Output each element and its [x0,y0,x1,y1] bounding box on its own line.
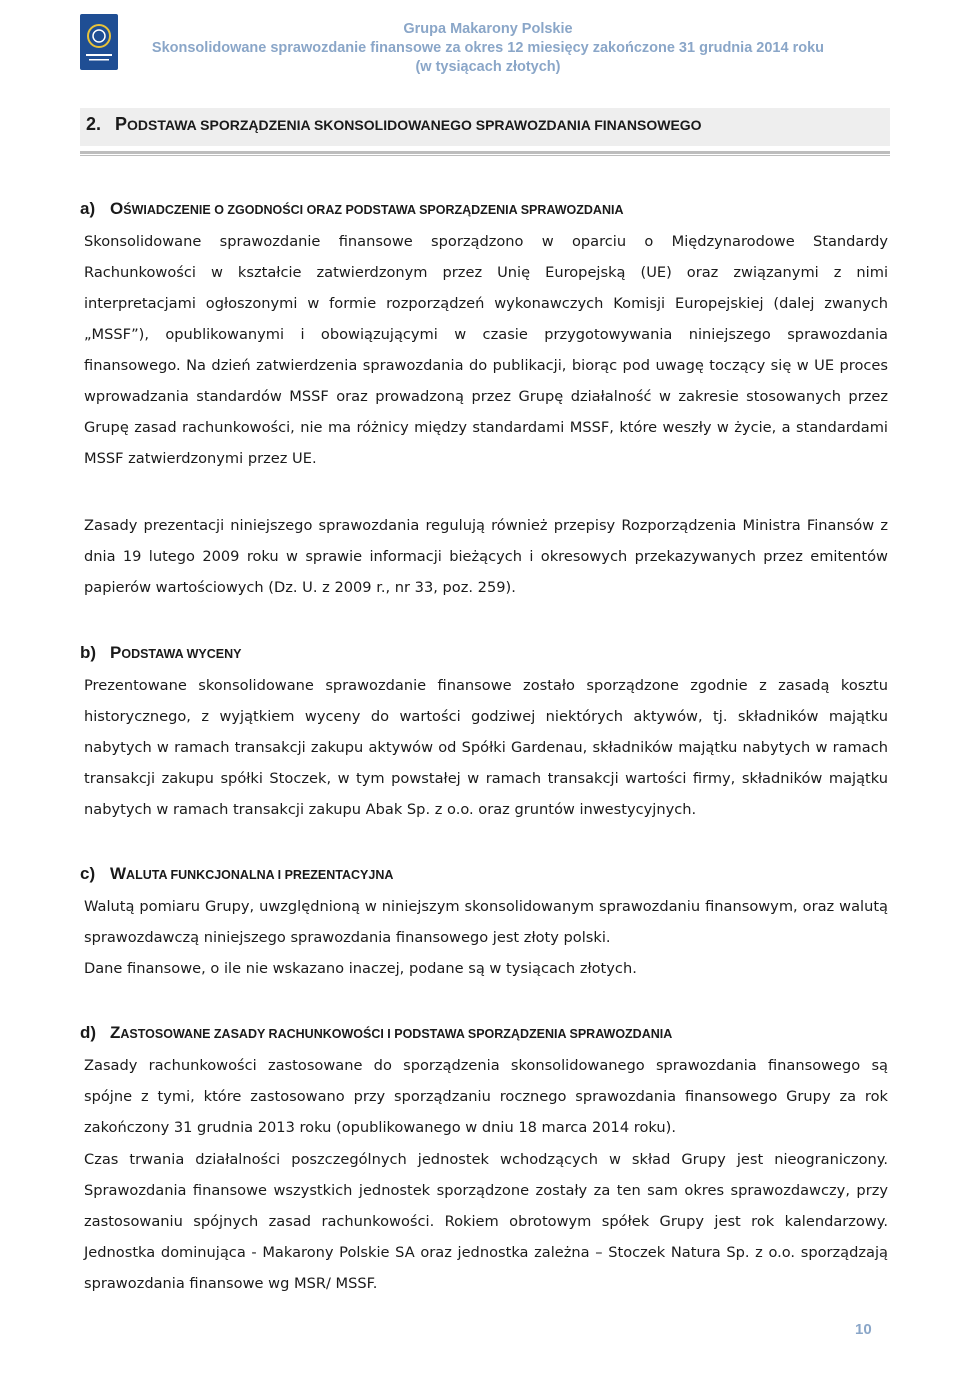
subsection-a-heading [80,199,623,219]
section-divider [80,151,890,154]
subsection-letter: a) [80,199,96,218]
page-number: 10 [855,1321,872,1338]
paragraph: Czas trwania działalności poszczególnych jednostek wchodzących w skład Grupy jest nieograniczony. Sprawozdania finansowe wszystkich jednostek sporządzone zostały za ten sam okres sprawozdawczy, przy zastosowaniu spójnych zasad rachunkowości. Rokiem obrotowym spółek Grupy jest rok kalendarzowy. Jednostka dominująca - Makarony Polskie SA oraz jednostka zależna – Stoczek Natura Sp. z o.o. sporządzają sprawozdania finansowe wg MSR/ MSSF. [84,1151,888,1292]
paragraph: Zasady prezentacji niniejszego sprawozdania regulują również przepisy Rozporządzenia Ministra Finansów z dnia 19 lutego 2009 roku w sprawie informacji bieżących i okresowych przekazywanych przez emitentów papierów wartościowych (Dz. U. z 2009 r., nr 33, poz. 259). [84,517,888,596]
paragraph: Walutą pomiaru Grupy, uwzględnioną w niniejszym skonsolidowanym sprawozdaniu finansowym, oraz walutą sprawozdawczą niniejszego sprawozdania finansowego jest złoty polski. [84,898,888,946]
subsection-d-heading [80,1023,672,1043]
subsection-title-first: O [110,199,124,218]
section-title-rest: ODSTAWA SPORZĄDZENIA SKONSOLIDOWANEGO SPRAWOZDANIA FINANSOWEGO [127,117,702,133]
paragraph: Dane finansowe, o ile nie wskazano inaczej, podane są w tysiącach złotych. [84,960,637,977]
subsection-letter: c) [80,864,96,883]
subsection-title-rest: ALUTA FUNKCJONALNA I PREZENTACYJNA [126,868,394,882]
paragraph: Skonsolidowane sprawozdanie finansowe sporządzono w oparciu o Międzynarodowe Standardy Rachunkowości w kształcie zatwierdzonym przez Unię Europejską (UE) oraz związanymi z nimi interpretacjami ogłoszonymi w formie rozporządzeń wykonawczych Komisji Europejskiej (dalej zwanych „MSSF”), opublikowanymi i obowiązującymi w czasie przygotowywania niniejszego sprawozdania finansowego. Na dzień zatwierdzenia sprawozdania do publikacji, biorąc pod uwagę toczący się w UE proces wprowadzania standardów MSSF oraz prowadzoną przez Grupę działalność w zakresie stosowanych przez Grupę zasad rachunkowości, nie ma różnicy między standardami MSSF, które weszły w życie, a standardami MSSF zatwierdzonymi przez UE. [84,233,888,467]
company-logo [80,14,118,70]
page-header [152,20,824,77]
subsection-letter: b) [80,643,97,662]
section-title-first: P [115,114,128,134]
header-statement: Skonsolidowane sprawozdanie finansowe za okres 12 miesięcy zakończone 31 grudnia 2014 roku [151,40,824,56]
subsection-title-rest: ODSTAWA WYCENY [121,647,242,661]
subsection-title-rest: ASTOSOWANE ZASADY RACHUNKOWOŚCI I PODSTAWA SPORZĄDZENIA SPRAWOZDANIA [120,1027,673,1041]
subsection-title-rest: ŚWIADCZENIE O ZGODNOŚCI ORAZ PODSTAWA SPORZĄDZENIA SPRAWOZDANIA [123,203,624,217]
paragraph: Zasady rachunkowości zastosowane do sporządzenia skonsolidowanego sprawozdania finansowego są spójne z tymi, które zastosowano przy sporządzaniu rocznego sprawozdania finansowego Grupy za rok zakończony 31 grudnia 2013 roku (opublikowanego w dniu 18 marca 2014 roku). [84,1057,888,1136]
section-number: 2. [86,114,102,134]
section-divider-thin [80,155,890,156]
paragraph: Prezentowane skonsolidowane sprawozdanie finansowe zostało sporządzone zgodnie z zasadą kosztu historycznego, z wyjątkiem wyceny do wartości godziwej niektórych aktywów, tj. składników majątku nabytych w ramach transakcji zakupu aktywów od Spółki Gardenau, składników majątku nabytych w ramach transakcji zakupu spółki Stoczek, w tym powstałej w ramach transakcji wartości firmy, składników majątku nabytych w ramach transakcji zakupu Abak Sp. z o.o. oraz gruntów inwestycyjnych. [84,677,888,818]
subsection-title-first: W [110,864,127,883]
subsection-letter: d) [80,1023,97,1042]
subsection-c-heading [80,864,393,884]
subsection-title-first: Z [110,1023,121,1042]
header-units: (w tysiącach złotych) [415,59,561,75]
header-company: Grupa Makarony Polskie [403,21,573,37]
subsection-b-heading [80,643,242,663]
section-heading [80,108,890,146]
subsection-title-first: P [110,643,122,662]
